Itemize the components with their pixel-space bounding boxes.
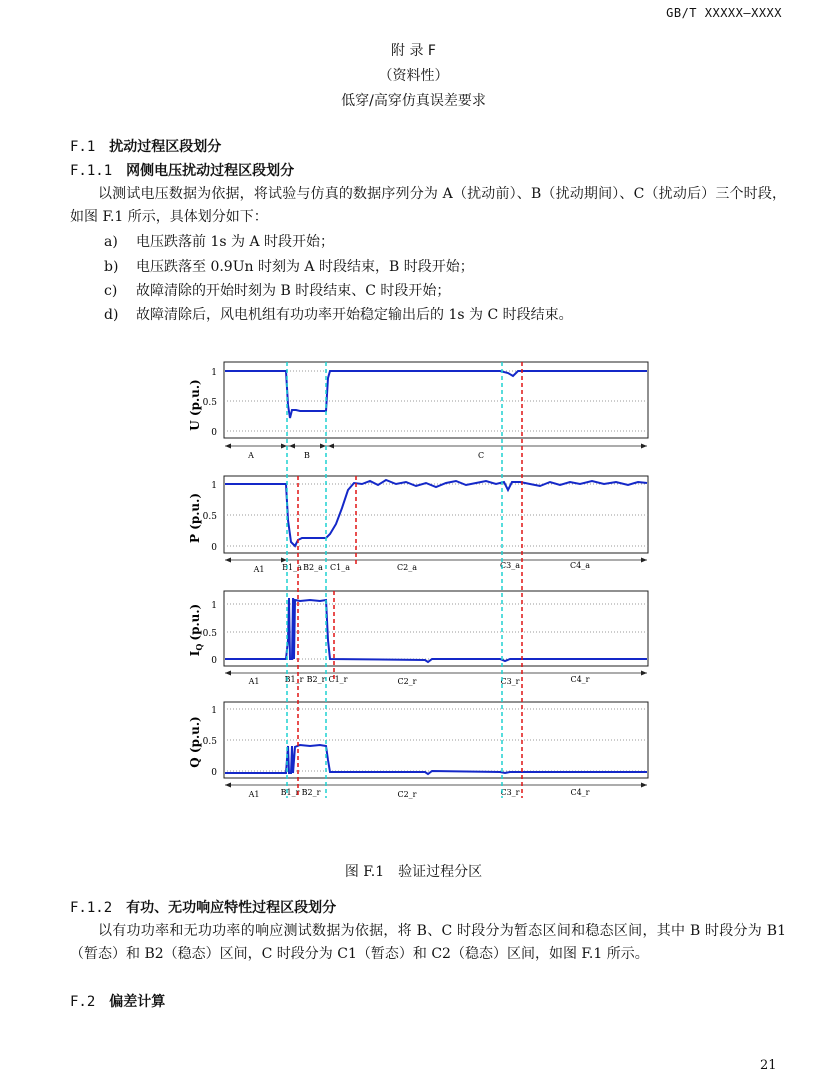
y-axis-label [188,604,204,656]
segment-label: A1 [248,677,260,686]
panel-iq [188,591,648,686]
segment-label: C4_r [570,788,590,797]
appendix-title: 低穿/高穿仿真误差要求 [341,93,486,109]
segment-label: C1_a [330,563,350,572]
segment-label: A1 [248,790,260,799]
ytick-label: 0 [211,543,217,553]
segment-label: C4_r [570,675,590,684]
list-item-label: c) [104,283,118,299]
section-f12-heading [70,897,336,917]
standard-code: GB/T XXXXX—XXXX [666,6,782,20]
y-axis-label: U (p.u.) [188,379,202,431]
ytick-label: 0.5 [202,398,217,408]
segment-label: B1_r [280,788,300,797]
appendix-nature: （资料性） [378,68,449,84]
section-number: F.1.2 [70,900,113,916]
curve-q [225,745,647,774]
segment-label: A [248,451,254,460]
curve-p [225,480,647,546]
y-axis-label: Q (p.u.) [188,716,202,768]
segment-label: C2_a [397,563,417,572]
y-axis-label-main: I [188,650,202,657]
section-f2-heading [70,991,165,1011]
appendix-label: 附 录 F [391,43,436,59]
panel-p [188,476,648,574]
list-item-text: 故障清除的开始时刻为 B 时段结束、C 时段开始； [136,283,451,299]
segment-label: C1_r [328,675,348,684]
segment-label: C2_r [397,677,417,686]
divider-lines [284,362,522,798]
ytick-label: 1 [211,481,217,491]
segment-label: C3_a [500,561,520,570]
ytick-label: 0.5 [202,512,217,522]
segment-label: B2_r [306,675,326,684]
segment-label: C3_r [500,677,520,686]
curve-iq [225,598,647,662]
segment-label: B2_r [301,788,321,797]
segment-label: C [477,451,485,460]
segment-label: C3_r [500,788,520,797]
list-item-label: a) [104,234,118,250]
list-item-label: d) [104,307,119,323]
section-number: F.1.1 [70,163,113,179]
section-number: F.1 [70,139,96,155]
list-item-text: 电压跌落至 0.9Un 时刻为 A 时段结束，B 时段开始； [136,259,474,275]
segment-label: C4_a [570,561,590,570]
paragraph-f11: 以测试电压数据为依据，将试验与仿真的数据序列分为 A（扰动前）、B（扰动期间）、C（扰动后）三个时段，如图 F.1 所示，具体划分如下： [70,186,786,225]
list-item-text: 电压跌落前 1s 为 A 时段开始； [136,234,335,250]
y-axis-label-sub: Q [194,643,204,651]
segment-label: C2_r [397,790,417,799]
segment-label: B [304,451,310,460]
list-item-label: b) [104,259,119,275]
segment-label: B2_a [303,563,323,572]
ytick-label: 0.5 [202,629,217,639]
page-number: 21 [760,1058,777,1073]
section-title: 网侧电压扰动过程区段划分 [126,163,295,179]
ytick-label: 0 [211,656,217,666]
curve-u [225,371,647,418]
ytick-label: 1 [211,368,217,378]
y-axis-label: P (p.u.) [188,492,202,544]
ytick-label: 0.5 [202,737,217,747]
ytick-label: 0 [211,428,217,438]
ytick-label: 1 [211,706,217,716]
list-item-text: 故障清除后，风电机组有功功率开始稳定输出后的 1s 为 C 时段结束。 [136,307,573,323]
y-axis-label-unit: (p.u.) [188,603,202,641]
ytick-label: 1 [211,601,217,611]
paragraph-f12: 以有功功率和无功功率的响应测试数据为依据，将 B、C 时段分为暂态区间和稳态区间，其中 B 时段分为 B1（暂态）和 B2（稳态）区间，C 时段分为 C1（暂态）和 C2（稳态）区间，如图 F.1 所示。 [70,923,786,962]
segment-label: B1_r [284,675,304,684]
section-title: 有功、无功响应特性过程区段划分 [126,900,337,916]
section-number: F.2 [70,994,96,1010]
panel-u [188,362,648,460]
segment-label: B1_a [282,563,302,572]
panel-q [188,702,648,799]
ytick-label: 0 [211,768,217,778]
section-title: 扰动过程区段划分 [109,139,222,155]
figure-caption: 图 F.1 验证过程分区 [344,864,483,880]
segment-label: A1 [253,565,265,574]
section-title: 偏差计算 [109,994,166,1010]
